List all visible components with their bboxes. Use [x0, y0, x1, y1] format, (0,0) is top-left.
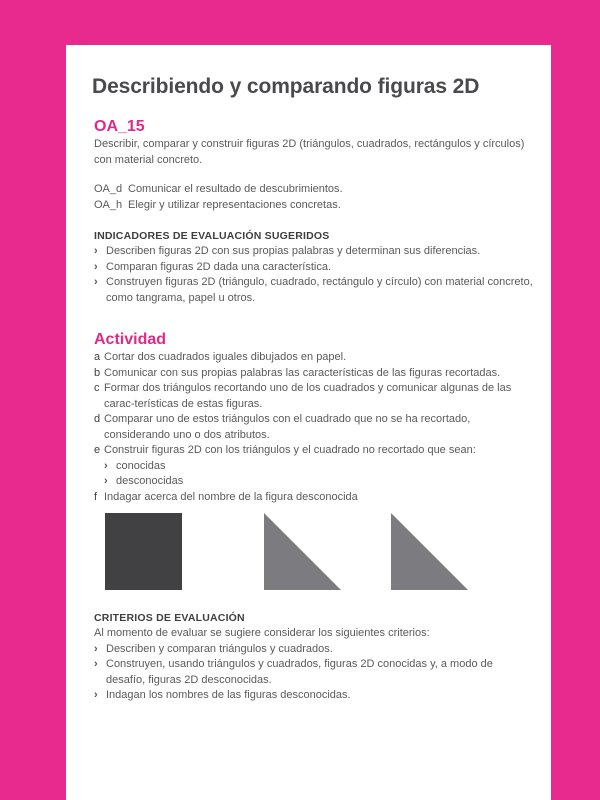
- indicator-text: Describen figuras 2D con sus propias palabras y determinan sus diferencias.: [106, 245, 481, 257]
- sub-item-text: desconocidas: [116, 475, 184, 487]
- list-item: [94, 260, 534, 276]
- indicators-heading: INDICADORES DE EVALUACIÓN SUGERIDOS: [94, 230, 330, 242]
- item-text: Comparar uno de estos triángulos con el cuadrado que no se ha recortado, considerando uno o dos atributos.: [104, 413, 471, 441]
- item-text: Cortar dos cuadrados iguales dibujados en papel.: [104, 351, 347, 363]
- activity-item: [94, 381, 534, 412]
- objective-description: Describir, comparar y construir figuras 2D (triángulos, cuadrados, rectángulos y círculos) con material concreto.: [94, 138, 525, 166]
- list-item: [94, 657, 534, 688]
- item-letter: a: [94, 351, 101, 363]
- chevron-right-icon: ›: [94, 245, 98, 257]
- square-figure: [105, 513, 183, 591]
- activity-item: [94, 443, 534, 459]
- criteria-text: Describen y comparan triángulos y cuadrados.: [106, 642, 333, 655]
- skill-code: OA_h: [94, 198, 123, 211]
- list-item: [94, 642, 534, 658]
- item-text: Comunicar con sus propias palabras las características de las figuras recortadas.: [104, 366, 501, 379]
- criteria-intro: Al momento de evaluar se sugiere considerar los siguientes criterios:: [94, 627, 430, 639]
- sub-list-item: [94, 459, 534, 475]
- triangle-figure: [391, 513, 469, 591]
- chevron-right-icon: ›: [94, 260, 98, 273]
- indicator-text: Construyen figuras 2D (triángulo, cuadrado, rectángulo y círculo) con material concreto, como tangrama, papel u otros.: [106, 276, 533, 304]
- criteria-text: Indagan los nombres de las figuras desconocidas.: [106, 689, 351, 701]
- criteria-heading: CRITERIOS DE EVALUACIÓN: [94, 612, 245, 624]
- chevron-right-icon: ›: [104, 475, 108, 487]
- item-letter: f: [94, 490, 98, 503]
- activity-item: [94, 490, 534, 506]
- chevron-right-icon: ›: [94, 689, 98, 701]
- item-letter: c: [94, 382, 100, 394]
- chevron-right-icon: ›: [94, 642, 98, 655]
- chevron-right-icon: ›: [94, 276, 98, 288]
- criteria-section: [94, 626, 534, 704]
- skill-code: OA_d: [94, 183, 123, 195]
- item-text: Construir figuras 2D con los triángulos y el cuadrado no recortado que sean:: [104, 444, 476, 456]
- triangle-figure: [264, 513, 342, 591]
- list-item: [94, 688, 534, 704]
- item-letter: d: [94, 413, 101, 425]
- item-text: Indagar acerca del nombre de la figura desconocida: [104, 490, 358, 503]
- page-title: Describiendo y comparando figuras 2D: [92, 75, 480, 98]
- skill-row: [94, 182, 534, 198]
- chevron-right-icon: ›: [94, 658, 98, 670]
- activity-item: [94, 350, 534, 366]
- skill-row: [94, 198, 534, 214]
- activity-heading: Actividad: [94, 331, 167, 348]
- skill-text: Elegir y utilizar representaciones concretas.: [128, 198, 341, 211]
- item-text: Formar dos triángulos recortando uno de los cuadrados y comunicar algunas de las carac-terísticas de estas figuras.: [104, 382, 512, 410]
- list-item: [94, 275, 534, 306]
- indicators-list: [94, 244, 534, 306]
- criteria-text: Construyen, usando triángulos y cuadrados, figuras 2D conocidas y, a modo de desafío, figuras 2D desconocidas.: [106, 658, 493, 686]
- skill-text: Comunicar el resultado de descubrimientos.: [128, 183, 343, 195]
- sub-list-item: [94, 474, 534, 490]
- skills-list: [94, 182, 534, 213]
- list-item: [94, 244, 534, 260]
- item-letter: b: [94, 366, 101, 379]
- activity-item: [94, 366, 534, 382]
- chevron-right-icon: ›: [104, 459, 108, 472]
- item-letter: e: [94, 444, 101, 456]
- indicator-text: Comparan figuras 2D dada una característica.: [106, 260, 332, 273]
- objective-code: OA_15: [94, 118, 145, 135]
- activity-list: [94, 350, 534, 505]
- activity-item: [94, 412, 534, 443]
- sub-item-text: conocidas: [116, 459, 166, 472]
- document-page: [66, 45, 551, 800]
